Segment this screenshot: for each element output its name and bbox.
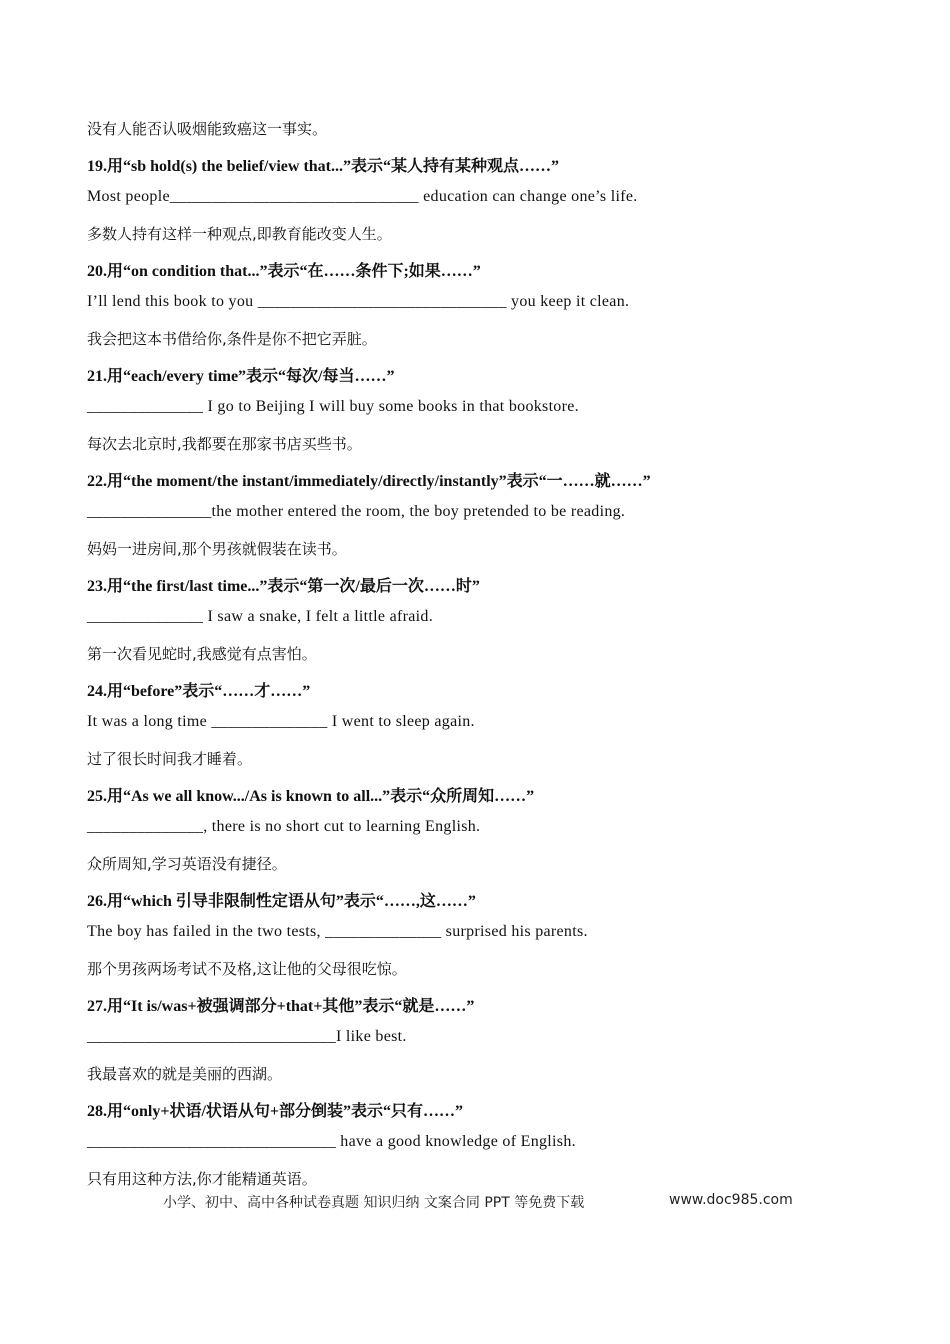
fill-in-sentence: The boy has failed in the two tests, ______________ surprised his parents. xyxy=(87,923,588,940)
exercise-heading: 24.用“before”表示“……才……” xyxy=(87,683,311,700)
chinese-translation: 第一次看见蛇时,我感觉有点害怕。 xyxy=(87,645,317,663)
fill-in-sentence: I’ll lend this book to you ______________________________ you keep it clean. xyxy=(87,293,630,310)
fill-in-sentence: ______________ I saw a snake, I felt a little afraid. xyxy=(87,608,434,625)
chinese-translation: 每次去北京时,我都要在那家书店买些书。 xyxy=(87,435,362,453)
exercise-heading: 26.用“which 引导非限制性定语从句”表示“……,这……” xyxy=(87,893,476,910)
exercise-heading: 21.用“each/every time”表示“每次/每当……” xyxy=(87,368,395,385)
chinese-translation: 没有人能否认吸烟能致癌这一事实。 xyxy=(87,120,328,138)
fill-in-sentence: Most people______________________________ education can change one’s life. xyxy=(87,188,638,205)
chinese-translation: 妈妈一进房间,那个男孩就假装在读书。 xyxy=(87,540,347,558)
exercise-heading: 22.用“the moment/the instant/immediately/directly/instantly”表示“一……就……” xyxy=(87,473,651,490)
fill-in-sentence: It was a long time ______________ I went to sleep again. xyxy=(87,713,475,730)
exercise-heading: 19.用“sb hold(s) the belief/view that...”表示“某人持有某种观点……” xyxy=(87,158,560,175)
chinese-translation: 众所周知,学习英语没有捷径。 xyxy=(87,855,287,873)
chinese-translation: 那个男孩两场考试不及格,这让他的父母很吃惊。 xyxy=(87,960,407,978)
fill-in-sentence: ______________ I go to Beijing I will buy some books in that bookstore. xyxy=(87,398,579,415)
fill-in-sentence: ______________________________I like best. xyxy=(87,1028,407,1045)
chinese-translation: 过了很长时间我才睡着。 xyxy=(87,750,253,768)
chinese-translation: 我最喜欢的就是美丽的西湖。 xyxy=(87,1065,283,1083)
chinese-translation: 只有用这种方法,你才能精通英语。 xyxy=(87,1170,317,1188)
chinese-translation: 多数人持有这样一种观点,即教育能改变人生。 xyxy=(87,225,392,243)
chinese-translation: 我会把这本书借给你,条件是你不把它弄脏。 xyxy=(87,330,377,348)
fill-in-sentence: ______________, there is no short cut to learning English. xyxy=(87,818,481,835)
fill-in-sentence: ______________________________ have a good knowledge of English. xyxy=(87,1133,576,1150)
exercise-heading: 20.用“on condition that...”表示“在……条件下;如果……” xyxy=(87,263,481,280)
exercise-heading: 28.用“only+状语/状语从句+部分倒装”表示“只有……” xyxy=(87,1103,464,1120)
exercise-heading: 25.用“As we all know.../As is known to all...”表示“众所周知……” xyxy=(87,788,535,805)
footer-website-link[interactable]: www.doc985.com xyxy=(669,1192,793,1208)
exercise-heading: 23.用“the first/last time...”表示“第一次/最后一次……时” xyxy=(87,578,480,595)
fill-in-sentence: _______________the mother entered the room, the boy pretended to be reading. xyxy=(87,503,626,520)
footer-promo-text: 小学、初中、高中各种试卷真题 知识归纳 文案合同 PPT 等免费下载 xyxy=(163,1195,585,1211)
exercise-heading: 27.用“It is/was+被强调部分+that+其他”表示“就是……” xyxy=(87,998,475,1015)
